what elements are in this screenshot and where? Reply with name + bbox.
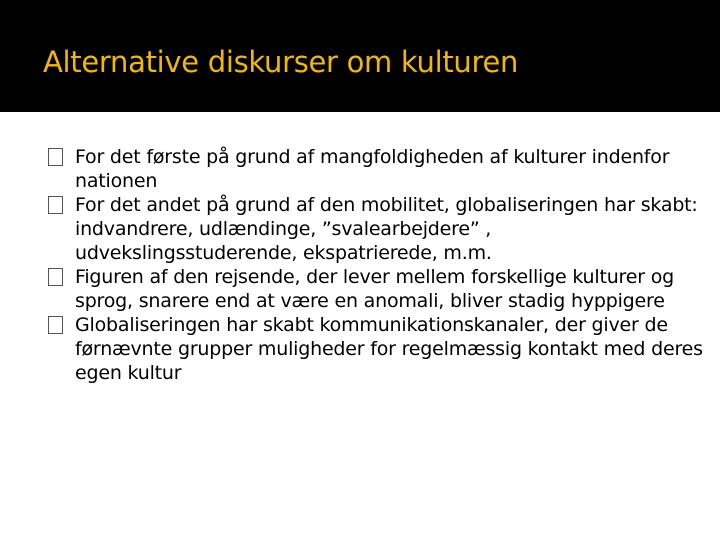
- missing-glyph-box-icon: [48, 196, 63, 214]
- bullet-text: Figuren af den rejsende, der lever mellem forskellige kulturer og sprog, snarere end at være en anomali, bliver stadig hyppigere: [75, 266, 674, 312]
- missing-glyph-box-icon: [48, 148, 63, 166]
- missing-glyph-box-icon: [48, 268, 63, 286]
- bullet-list: [44, 145, 704, 385]
- bullet-item: [44, 265, 704, 313]
- bullet-item: [44, 145, 704, 193]
- bullet-text: Globaliseringen har skabt kommunikationskanaler, der giver de førnævnte grupper muligheder for regelmæssig kontakt med deres egen kultur: [75, 314, 703, 384]
- bullet-item: [44, 313, 704, 385]
- bullet-item: [44, 193, 704, 265]
- slide-title: Alternative diskurser om kulturen: [43, 45, 519, 79]
- title-bar: [0, 0, 720, 112]
- bullet-text: For det første på grund af mangfoldigheden af kulturer indenfor nationen: [75, 146, 670, 192]
- bullet-text: For det andet på grund af den mobilitet, globaliseringen har skabt: indvandrere, udlændinge, ”svalearbejdere” , udvekslingsstuderende, ekspatrierede, m.m.: [75, 194, 698, 264]
- missing-glyph-box-icon: [48, 316, 63, 334]
